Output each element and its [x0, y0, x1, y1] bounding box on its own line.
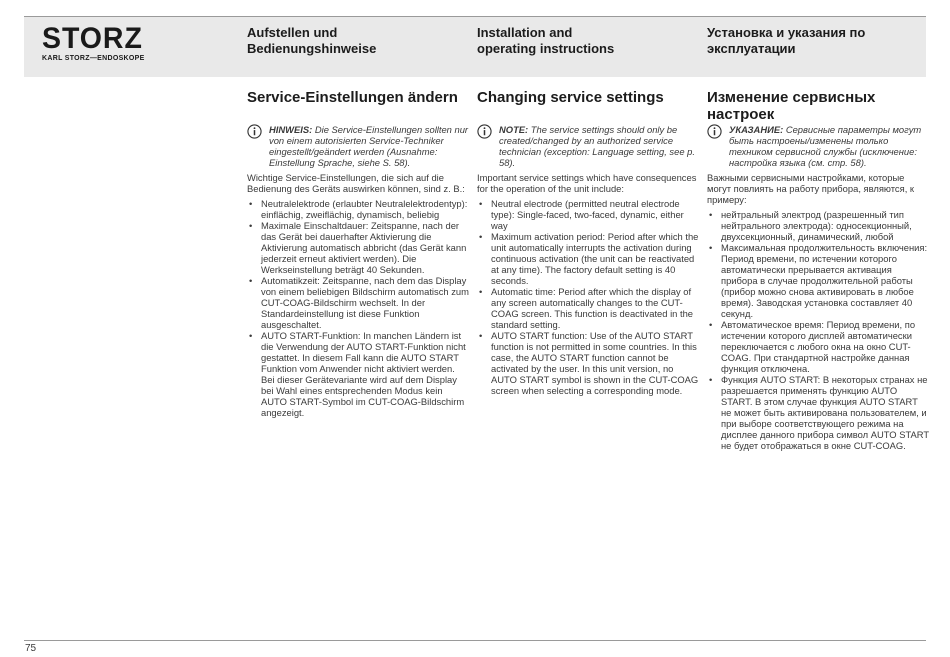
list-item-text: Автоматическое время: Период времени, по истечении которого дисплей автоматически переключается с любого окна на окно CUT-COAG. При стандартной настройке данная функция отключена.: [721, 319, 916, 374]
logo-subtitle: KARL STORZ—ENDOSKOPE: [42, 55, 145, 62]
intro-paragraph: Важными сервисными настройками, которые могут повлиять на работу прибора, являются, к примеру:: [707, 172, 915, 205]
body-ru: [707, 172, 929, 451]
bullet: •: [479, 198, 483, 209]
body-en: [477, 172, 699, 396]
bullet: •: [249, 330, 253, 341]
page-number: 75: [25, 643, 37, 654]
list-item-text: нейтральный электрод (разрешенный тип нейтрального электрода): односекционный, двухсекционный, динамический, любой: [721, 209, 912, 242]
list-item-text: Maximum activation period: Period after which the unit automatically interrupts the activation during continuous activation (the unit can be reactivated at any time). The factory default setting is 40 seconds.: [491, 231, 699, 286]
bullet: •: [709, 242, 713, 253]
body-de: [247, 172, 469, 418]
bullet: •: [709, 374, 713, 385]
list-item-text: Neutral electrode (permitted neutral electrode type): Single-faced, two-faced, dynamic, either way: [491, 198, 684, 231]
bullet: •: [249, 275, 253, 286]
list-item-text: Maximale Einschaltdauer: Zeitspanne, nach der das Gerät bei dauerhafter Aktivierung die Aktivierung automatisch abbricht (das Gerät kann jederzeit erneut aktiviert werden). Die Werkseinstellung beträgt 40 Sekunden.: [261, 220, 467, 275]
note-text: The service settings should only be created/changed by an authorized service technician (exception: Language setting, see p. 58).: [499, 124, 695, 168]
info-icon: [477, 124, 492, 139]
list-item: [247, 198, 469, 220]
column-header-ru: Установка и указания по эксплуатации: [707, 25, 866, 56]
bullet: •: [249, 198, 253, 209]
list-item: [247, 330, 469, 418]
list-item-text: Automatic time: Period after which the display of any screen automatically changes to the CUT-COAG screen. This function is deactivated in the standard setting.: [491, 286, 694, 330]
info-icon: [707, 124, 722, 139]
settings-list: [247, 198, 469, 418]
bullet: •: [709, 319, 713, 330]
list-item: [477, 330, 699, 396]
list-item: [477, 231, 699, 286]
intro-paragraph: Important service settings which have consequences for the operation of the unit include:: [477, 172, 697, 194]
list-item: [707, 319, 929, 374]
list-item: [247, 220, 469, 275]
list-item-text: AUTO START function: Use of the AUTO START function is not permitted in some countries. In this case, the AUTO START function cannot be activated by the user. In this unit version, no AUTO START symbol is shown in the CUT-COAG screen when selecting a corresponding mode.: [491, 330, 699, 396]
bullet: •: [479, 330, 483, 341]
list-item: [707, 209, 929, 242]
note-label: УКАЗАНИЕ:: [729, 124, 784, 135]
list-item: [477, 286, 699, 330]
footer-rule: [24, 640, 926, 641]
intro-paragraph: Wichtige Service-Einstellungen, die sich auf die Bedienung des Geräts auswirken können, sind z. B.:: [247, 172, 465, 194]
column-header-en: Installation and operating instructions: [477, 25, 615, 56]
list-item-text: Функция AUTO START: В некоторых странах не разрешается применять функцию AUTO START. В этом случае функция AUTO START не может быть активирована пользователем, и при выборе соответствующего режима на дисплее данного прибора символ AUTO START не будет отображаться в окне CUT-COAG.: [721, 374, 929, 451]
settings-list: [477, 198, 699, 396]
note-label: NOTE:: [499, 124, 529, 135]
logo-wordmark: STORZ: [42, 22, 143, 55]
bullet: •: [479, 231, 483, 242]
section-title-ru: Изменение сервисных настроек: [707, 89, 876, 123]
note-text: Die Service-Einstellungen sollten nur von einem autorisierten Service-Techniker eingestellt/geändert werden (Ausnahme: Einstellung Sprache, siehe S. 58).: [269, 124, 469, 168]
list-item-text: AUTO START-Funktion: In manchen Ländern ist die Verwendung der AUTO START-Funktion nicht gestattet. In diesem Fall kann die AUTO START Funktion vom Anwender nicht aktiviert werden. Bei dieser Gerätevariante wird auf dem Display bei Wahl eines entsprechenden Modus kein AUTO START-Symbol im CUT-COAG-Bildschirm angezeigt.: [261, 330, 466, 418]
list-item-text: Neutralelektrode (erlaubter Neutralelektrodentyp): einflächig, zweiflächig, dynamisch, beliebig: [261, 198, 468, 220]
note-label: HINWEIS:: [269, 124, 313, 135]
settings-list: [707, 209, 929, 451]
list-item: [707, 374, 929, 451]
info-icon: [247, 124, 262, 139]
note-de: [247, 124, 472, 168]
bullet: •: [479, 286, 483, 297]
note-ru: [707, 124, 932, 168]
list-item: [247, 275, 469, 330]
list-item: [707, 242, 929, 319]
list-item-text: Максимальная продолжительность включения: Период времени, по истечении которого автоматически прерывается активация прибора в случае продолжительной работы (прибор можно снова активировать в любое время). Заводская установка составляет 40 секунд.: [721, 242, 928, 319]
note-text: Сервисные параметры могут быть настроены/изменены только техником сервисной службы (исключение: настройка языка (см. стр. 58).: [729, 124, 922, 168]
storz-logo: [42, 24, 162, 72]
section-title-de: Service-Einstellungen ändern: [247, 89, 458, 106]
bullet: •: [249, 220, 253, 231]
bullet: •: [709, 209, 713, 220]
list-item: [477, 198, 699, 231]
column-header-de: Aufstellen und Bedienungshinweise: [247, 25, 377, 56]
list-item-text: Automatikzeit: Zeitspanne, nach dem das Display von einem beliebigen Bildschirm automatisch zum CUT-COAG-Bildschirm wechselt. In der Standardeinstellung ist diese Funktion ausgeschaltet.: [261, 275, 469, 330]
section-title-en: Changing service settings: [477, 89, 664, 106]
note-en: [477, 124, 702, 168]
